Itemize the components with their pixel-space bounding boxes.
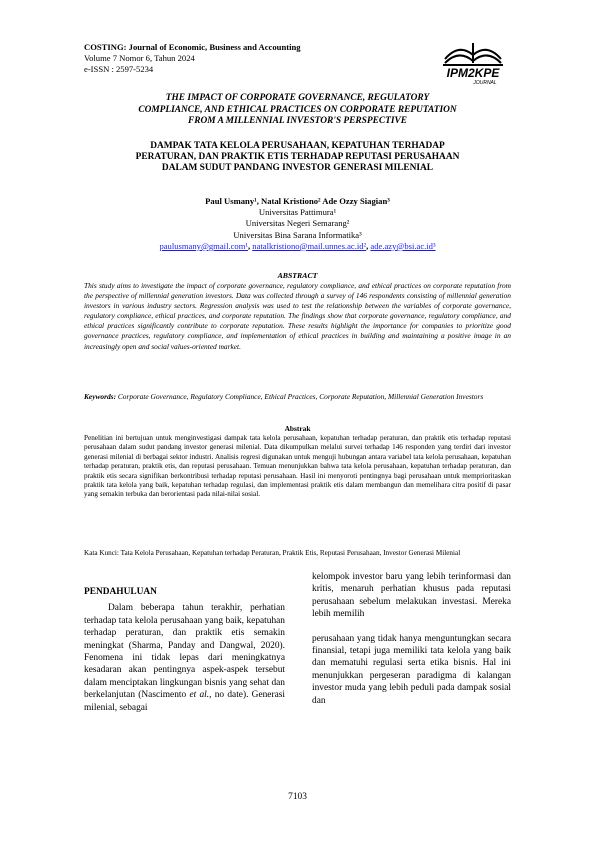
title-id-line: PERATURAN, DAN PRAKTIK ETIS TERHADAP REPUTASI PERUSAHAAN (135, 152, 460, 163)
affiliation-2: Universitas Negeri Semarang² (245, 218, 350, 229)
keywords-id (84, 549, 511, 558)
keywords-label: Keywords: (84, 392, 117, 401)
title-en-line: COMPLIANCE, AND ETHICAL PRACTICES ON CORPORATE REPUTATION (138, 104, 457, 115)
abstract-heading: ABSTRACT (277, 271, 318, 280)
email-link-1[interactable]: paulusmany@gmail.com¹ (159, 240, 248, 251)
paragraph-text: Dalam beberapa tahun terakhir, perhatian terhadap tata kelola perusahaan yang baik, kepatuhan terhadap peraturan, dan praktik etis semakin meningkat (Sharma, Panday and Dangwal, 2020). Fenomena ini tidak lepas dari meningkatnya kesadaran akan pentingnya aspek-aspek tersebut dalam menciptakan lingkungan bisnis yang sehat dan berkelanjutan (Nascimento (84, 603, 285, 701)
email-separator: , (247, 240, 253, 251)
body-paragraph: kelompok investor baru yang lebih terinformasi dan kritis, menaruh perhatian khusus pada reputasi perusahaan sebelum melakukan investasi. Mereka lebih memilih (312, 572, 511, 620)
paragraph-italic: et al. (189, 690, 210, 701)
section-heading: PENDAHULUAN (84, 587, 157, 597)
journal-header (84, 42, 414, 75)
paragraph-gap (312, 621, 511, 633)
author-block (120, 196, 475, 252)
page-number: 7103 (288, 792, 307, 802)
email-link-3[interactable]: ade.azy@bsi.ac.id³ (370, 240, 436, 251)
title-en-line: THE IMPACT OF CORPORATE GOVERNANCE, REGULATORY (165, 93, 430, 103)
email-separator: , (366, 240, 371, 251)
title-en-line: FROM A MILLENNIAL INVESTOR'S PERSPECTIVE (188, 116, 407, 127)
affiliation-1: Universitas Pattimura¹ (258, 207, 337, 218)
logo-text: IPM2KPE (446, 66, 500, 80)
author-names: Paul Usmany¹, Natal Kristiono² Ade Ozzy Siagian³ (205, 196, 390, 206)
journal-logo (431, 29, 515, 87)
journal-volume: Volume 7 Nomor 6, Tahun 2024 (84, 53, 195, 63)
title-id-line: DALAM SUDUT PANDANG INVESTOR GENERASI MILENIAL (161, 163, 434, 174)
keywords-en (84, 392, 511, 402)
body-column-left (84, 586, 285, 714)
abstrak-heading: Abstrak (284, 424, 311, 433)
affiliation-3: Universitas Bina Sarana Informatika³ (233, 229, 362, 240)
paragraph-text: , no date). Generasi milenial, sebagai (84, 690, 285, 713)
body-column-right (312, 571, 511, 707)
keywords-text: Corporate Governance, Regulatory Compliance, Ethical Practices, Corporate Reputation, Millennial Generation Investors (116, 392, 484, 401)
kata-kunci-text: Tata Kelola Perusahaan, Kepatuhan terhadap Peraturan, Praktik Etis, Reputasi Perusahaan, Investor Generasi Milenial (118, 549, 461, 557)
journal-title: COSTING: Journal of Economic, Business and Accounting (84, 42, 301, 52)
title-english (70, 93, 525, 128)
abstrak-body: Penelitian ini bertujuan untuk menginvestigasi dampak tata kelola perusahaan, kepatuhan terhadap peraturan, dan praktik etis terhadap reputasi perusahaan dalam sudut pandang investor generasi milenial. Data dikumpulkan melalui survei terhadap 146 responden yang terdiri dari investor generasi milenial di berbagai sektor industri. Analisis regresi digunakan untuk menguji hubungan antara variabel tata kelola perusahaan, kepatuhan terhadap peraturan, praktik etis, dan reputasi perusahaan. Temuan menunjukkan bahwa tata kelola perusahaan, kepatuhan terhadap peraturan, dan praktik etis secara signifikan berkontribusi terhadap reputasi perusahaan. Hasil ini menyoroti pentingnya bagi perusahaan untuk memprioritaskan praktik tata kelola yang baik, kepatuhan terhadap regulasi, dan implementasi praktik etis dalam membangun dan memelihara citra positif di pasar yang semakin terbuka dan berorientasi pada nilai-nilai sosial. (84, 434, 511, 499)
journal-issn: e-ISSN : 2597-5234 (84, 64, 154, 74)
abstract-body: This study aims to investigate the impact of corporate governance, regulatory compliance, and ethical practices on corporate reputation from the perspective of millennial generation investors. Data was collected through a survey of 146 respondents consisting of millennial generation investors in various industry sectors. Regression analysis was used to test the relationship between the variables of corporate governance, regulatory compliance, ethical practices, and corporate reputation. The findings show that corporate governance, regulatory compliance, and ethical practices significantly contribute to corporate reputation. These results highlight the importance for companies to prioritize good governance practices, regulatory compliance, and implementation of ethical practices in building and maintaining a positive image in an increasingly open and social values-oriented market. (84, 281, 511, 351)
title-id-line: DAMPAK TATA KELOLA PERUSAHAAN, KEPATUHAN TERHADAP (150, 141, 445, 151)
author-emails (120, 241, 475, 252)
body-paragraph: perusahaan yang tidak hanya menguntungkan secara finansial, tetapi juga memiliki tata kelola yang baik dan mematuhi regulasi serta etika bisnis. Hal ini menunjukkan pergeseran paradigma di kalangan investor muda yang lebih peduli pada dampak sosial dan (312, 633, 511, 706)
kata-kunci-label: Kata Kunci: (84, 549, 119, 557)
logo-subtext: JOURNAL (473, 80, 497, 86)
body-paragraph (84, 602, 285, 714)
title-indonesian (70, 141, 525, 175)
email-link-2[interactable]: natalkristiono@mail.unnes.ac.id² (252, 240, 367, 251)
